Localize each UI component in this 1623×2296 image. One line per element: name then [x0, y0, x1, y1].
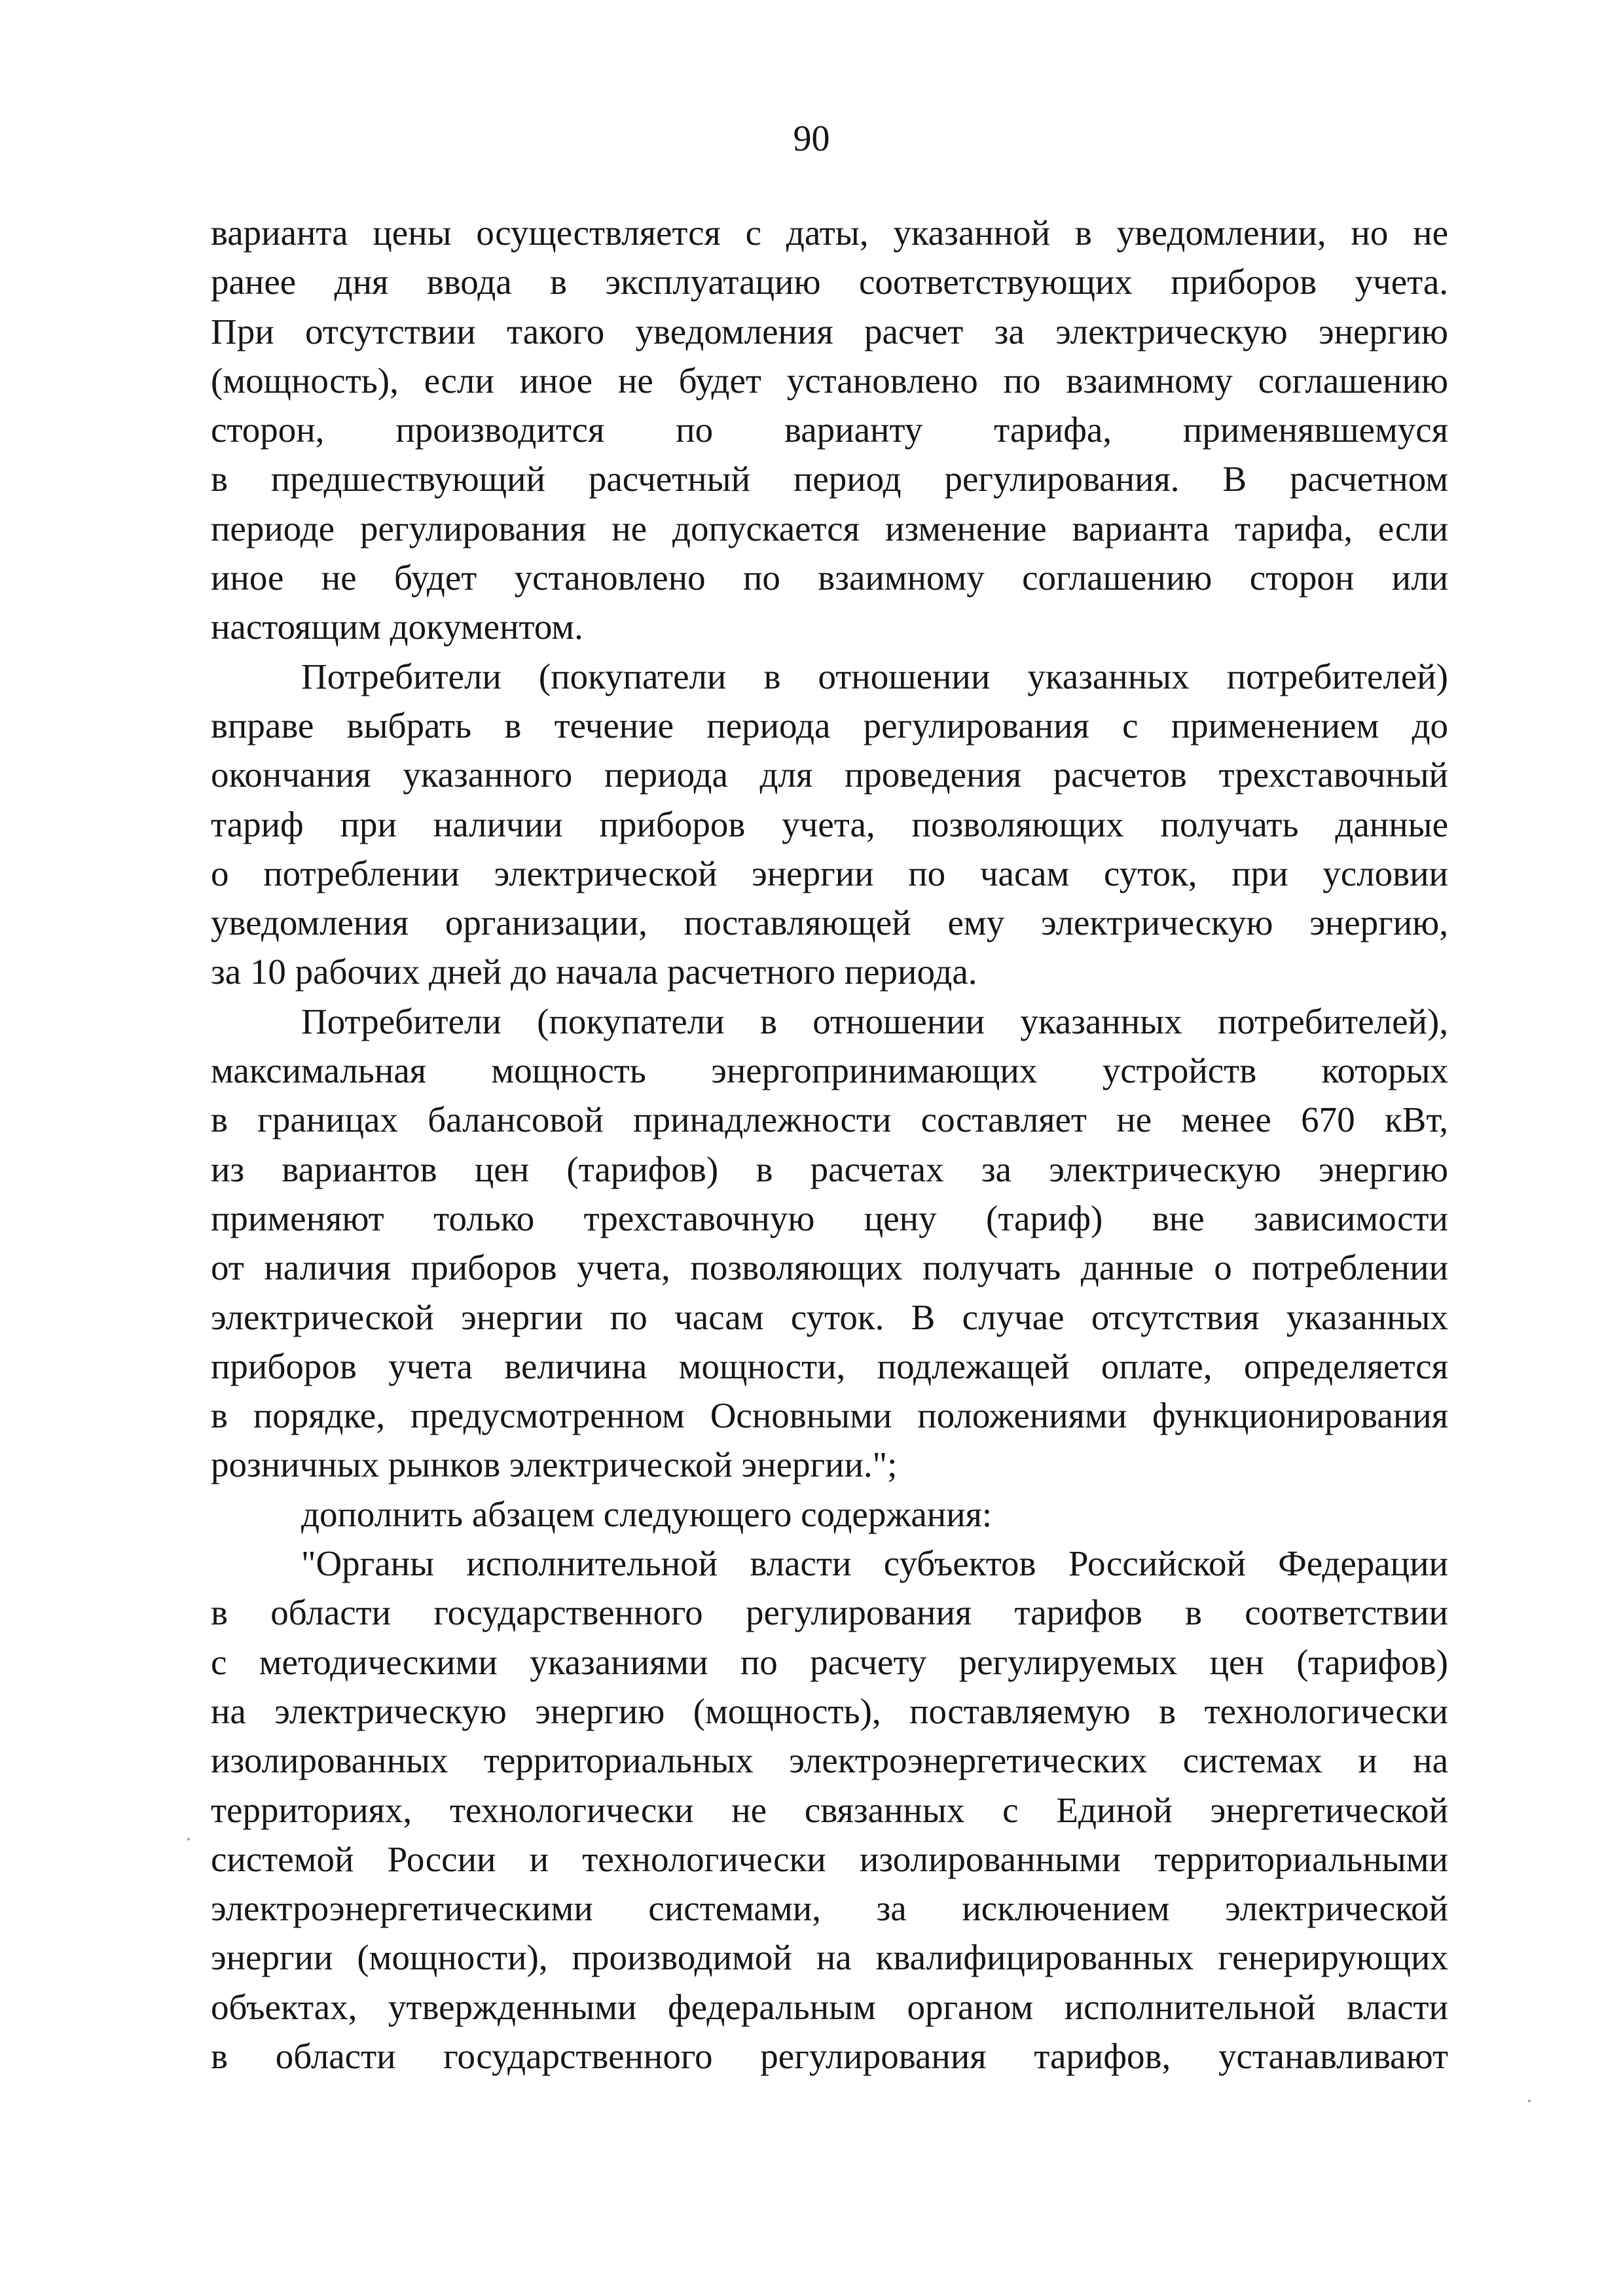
- text-line: (мощность), если иное не будет установлено по взаимному соглашению: [211, 360, 1448, 401]
- text-line: территориях, технологически не связанных с Единой энергетической: [211, 1789, 1448, 1830]
- text-line: настоящим документом.: [211, 607, 583, 647]
- text-line: При отсутствии такого уведомления расчет за электрическую энергию: [211, 311, 1448, 351]
- text-line: в порядке, предусмотренном Основными положениями функционирования: [211, 1395, 1448, 1436]
- text-line: в области государственного регулирования тарифов в соответствии: [211, 1592, 1448, 1633]
- page-number: 90: [793, 118, 830, 159]
- text-line: в предшествующий расчетный период регулирования. В расчетном: [211, 459, 1448, 499]
- text-line: максимальная мощность энергопринимающих устройств которых: [211, 1050, 1448, 1091]
- text-line: с методическими указаниями по расчету регулируемых цен (тарифов): [211, 1641, 1448, 1682]
- text-line: о потреблении электрической энергии по часам суток, при условии: [211, 853, 1448, 893]
- text-line: электроэнергетическими системами, за исключением электрической: [211, 1888, 1448, 1929]
- text-line: в области государственного регулирования тарифов, устанавливают: [211, 2036, 1448, 2076]
- text-line: изолированных территориальных электроэнергетических системах и на: [211, 1740, 1448, 1781]
- text-line: "Органы исполнительной власти субъектов Российской Федерации: [301, 1543, 1448, 1584]
- text-line: системой России и технологически изолированными территориальными: [211, 1839, 1448, 1879]
- text-line: тариф при наличии приборов учета, позволяющих получать данные: [211, 804, 1448, 844]
- text-line: сторон, производится по варианту тарифа, применявшемуся: [211, 410, 1448, 450]
- text-line: из вариантов цен (тарифов) в расчетах за электрическую энергию: [211, 1149, 1448, 1189]
- text-line: на электрическую энергию (мощность), поставляемую в технологически: [211, 1691, 1448, 1731]
- text-line: Потребители (покупатели в отношении указанных потребителей): [301, 656, 1448, 696]
- text-line: электрической энергии по часам суток. В случае отсутствия указанных: [211, 1297, 1448, 1337]
- document-body: [211, 208, 1448, 2081]
- scan-speck: [1528, 2100, 1531, 2102]
- text-line: от наличия приборов учета, позволяющих получать данные о потреблении: [211, 1247, 1448, 1288]
- text-line: ранее дня ввода в эксплуатацию соответствующих приборов учета.: [211, 262, 1448, 302]
- text-line: приборов учета величина мощности, подлежащей оплате, определяется: [211, 1346, 1448, 1386]
- scan-speck: [187, 1838, 190, 1840]
- text-line: периоде регулирования не допускается изменение варианта тарифа, если: [211, 508, 1448, 548]
- text-line: иное не будет установлено по взаимному соглашению сторон или: [211, 558, 1448, 598]
- text-line: вправе выбрать в течение периода регулирования с применением до: [211, 705, 1448, 745]
- text-line: розничных рынков электрической энергии.";: [211, 1444, 898, 1485]
- text-line: варианта цены осуществляется с даты, указанной в уведомлении, но не: [211, 213, 1448, 253]
- text-line: в границах балансовой принадлежности составляет не менее 670 кВт,: [211, 1100, 1448, 1140]
- text-line: за 10 рабочих дней до начала расчетного периода.: [211, 952, 977, 992]
- text-line: применяют только трехставочную цену (тариф) вне зависимости: [211, 1198, 1448, 1238]
- text-line: Потребители (покупатели в отношении указанных потребителей),: [301, 1001, 1448, 1041]
- text-line: объектах, утвержденными федеральным органом исполнительной власти: [211, 1986, 1448, 2027]
- text-line: окончания указанного периода для проведения расчетов трехставочный: [211, 755, 1448, 795]
- text-line: энергии (мощности), производимой на квалифицированных генерирующих: [211, 1937, 1448, 1978]
- text-line: дополнить абзацем следующего содержания:: [301, 1494, 993, 1534]
- text-line: уведомления организации, поставляющей ему электрическую энергию,: [211, 903, 1448, 943]
